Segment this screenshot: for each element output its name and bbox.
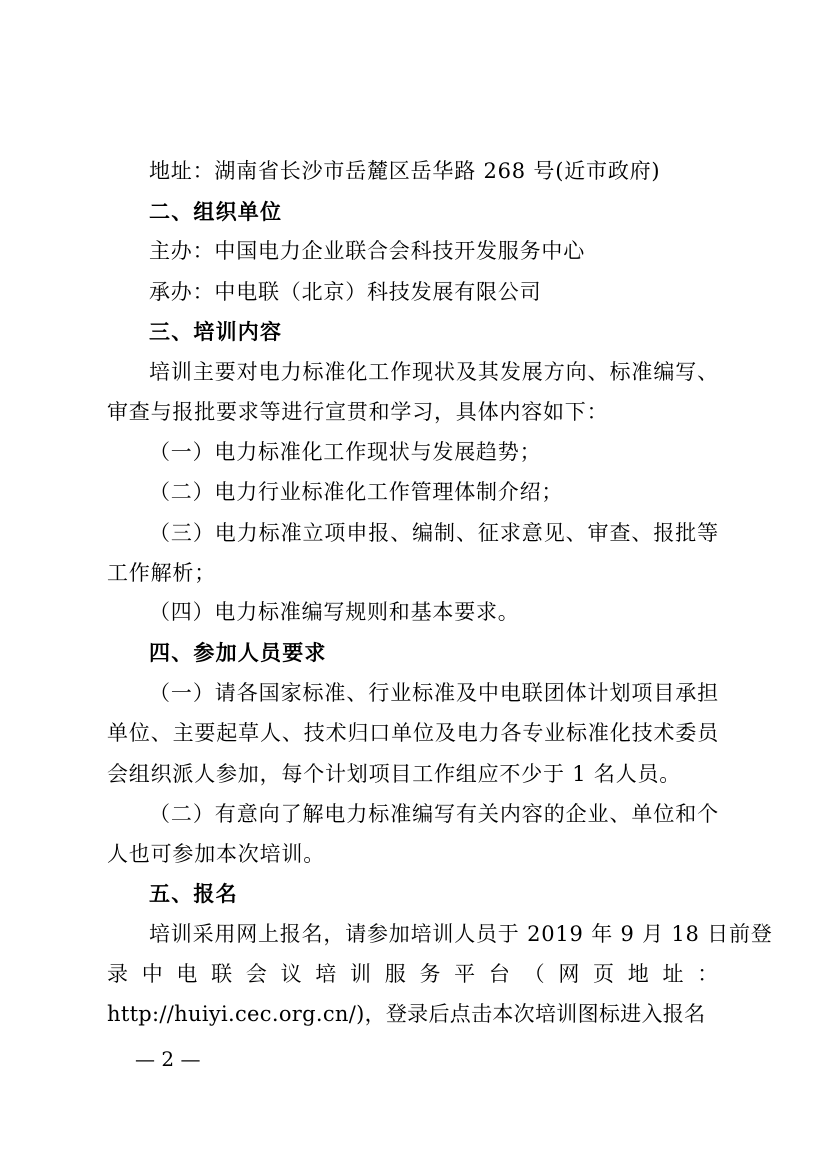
registration-text: 录中电联会议培训服务平台（网页地址：: [107, 962, 719, 986]
registration-text: 培训采用网上报名，请参加培训人员于 2019 年 9 月 18 日前登: [149, 922, 773, 946]
training-item-4: （四）电力标准编写规则和基本要求。: [149, 600, 520, 624]
section-3-heading: 三、培训内容: [149, 320, 283, 344]
participant-requirement-1-continued: 会组织派人参加，每个计划项目工作组应不少于 1 名人员。: [107, 762, 682, 786]
training-intro-line: 培训主要对电力标准化工作现状及其发展方向、标准编写、: [149, 360, 719, 384]
participant-requirement-2-continued: 人也可参加本次培训。: [107, 842, 325, 866]
training-item-1: （一）电力标准化工作现状与发展趋势；: [149, 440, 542, 464]
participant-requirement-1: （一）请各国家标准、行业标准及中电联团体计划项目承担: [149, 681, 719, 705]
participant-requirement-2: （二）有意向了解电力标准编写有关内容的企业、单位和个: [149, 802, 719, 826]
section-5-heading: 五、报名: [149, 882, 238, 906]
organizer-organization: 承办：中电联（北京）科技发展有限公司: [149, 280, 542, 304]
host-organization: 主办：中国电力企业联合会科技开发服务中心: [149, 239, 585, 263]
training-item-3-continued: 工作解析；: [107, 561, 216, 585]
training-item-3: （三）电力标准立项申报、编制、征求意见、审查、报批等: [149, 521, 719, 545]
training-item-2: （二）电力行业标准化工作管理体制介绍；: [149, 480, 564, 504]
participant-requirement-1-continued: 单位、主要起草人、技术归口单位及电力各专业标准化技术委员: [107, 721, 719, 745]
page-number: — 2 —: [135, 1047, 201, 1071]
section-4-heading: 四、参加人员要求: [149, 641, 327, 665]
section-2-heading: 二、组织单位: [149, 200, 283, 224]
training-intro-line: 审查与报批要求等进行宣贯和学习，具体内容如下：: [107, 400, 609, 424]
venue-address: 地址：湖南省长沙市岳麓区岳华路 268 号(近市政府): [149, 159, 661, 183]
registration-url-line: http://huiyi.cec.org.cn/)，登录后点击本次培训图标进入报名: [107, 1002, 706, 1026]
